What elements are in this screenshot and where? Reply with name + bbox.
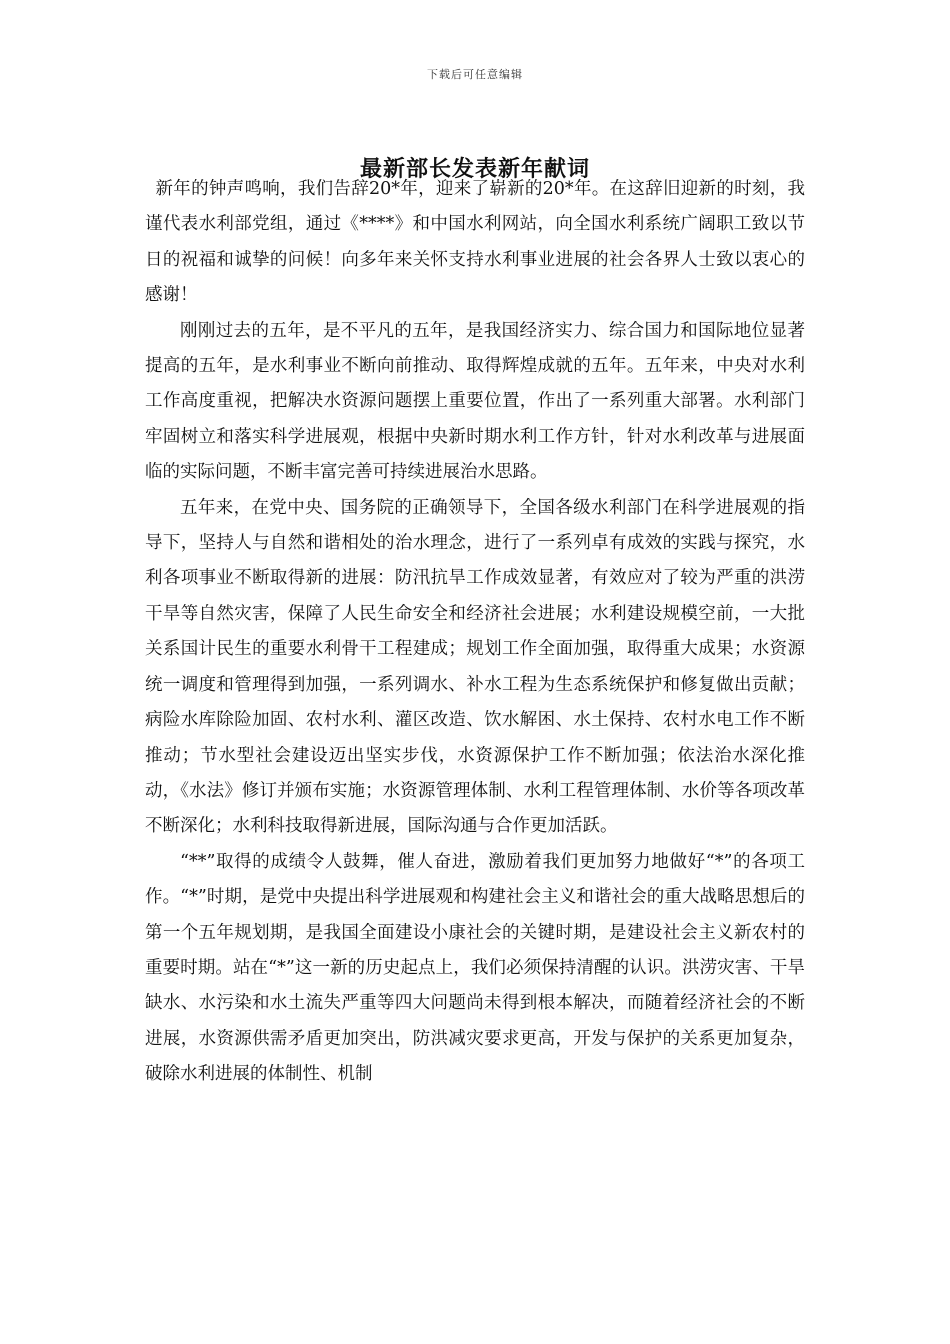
paragraph-1: 新年的钟声鸣响，我们告辞20*年，迎来了崭新的20*年。在这辞旧迎新的时刻，我谨代表水利部党组，通过《****》和中国水利网站，向全国水利系统广阔职工致以节日的祝福和诚挚的问候！向多年来关怀支持水利事业进展的社会各界人士致以衷心的感谢！ [145, 179, 805, 306]
document-title: 最新部长发表新年献词 [359, 156, 590, 182]
document-body [145, 172, 805, 1093]
paragraph-2: 刚刚过去的五年，是不平凡的五年，是我国经济实力、综合国力和国际地位显著提高的五年，是水利事业不断向前推动、取得辉煌成就的五年。五年来，中央对水利工作高度重视，把解决水资源问题摆上重要位置，作出了一系列重大部署。水利部门牢固树立和落实科学进展观，根据中央新时期水利工作方针，针对水利改革与进展面临的实际问题，不断丰富完善可持续进展治水思路。 [145, 320, 805, 483]
paragraph-4: “**”取得的成绩令人鼓舞，催人奋进，激励着我们更加努力地做好“*”的各项工作。“*”时期，是党中央提出科学进展观和构建社会主义和谐社会的重大战略思想后的第一个五年规划期，是我国全面建设小康社会的关键时期，是建设社会主义新农村的重要时期。站在“*”这一新的历史起点上，我们必须保持清醒的认识。洪涝灾害、干旱缺水、水污染和水土流失严重等四大问题尚未得到根本解决，而随着经济社会的不断进展，水资源供需矛盾更加突出，防洪减灾要求更高，开发与保护的关系更加复杂，破除水利进展的体制性、机制 [145, 851, 805, 1085]
header-note: 下载后可任意编辑 [427, 68, 523, 81]
paragraph-3: 五年来，在党中央、国务院的正确领导下，全国各级水利部门在科学进展观的指导下，坚持人与自然和谐相处的治水理念，进行了一系列卓有成效的实践与探究，水利各项事业不断取得新的进展：防汛抗旱工作成效显著，有效应对了较为严重的洪涝干旱等自然灾害，保障了人民生命安全和经济社会进展；水利建设规模空前，一大批关系国计民生的重要水利骨干工程建成；规划工作全面加强，取得重大成果；水资源统一调度和管理得到加强，一系列调水、补水工程为生态系统保护和修复做出贡献；病险水库除险加固、农村水利、灌区改造、饮水解困、水土保持、农村水电工作不断推动；节水型社会建设迈出坚实步伐，水资源保护工作不断加强；依法治水深化推动，《水法》修订并颁布实施；水资源管理体制、水利工程管理体制、水价等各项改革不断深化；水利科技取得新进展，国际沟通与合作更加活跃。 [145, 497, 805, 837]
